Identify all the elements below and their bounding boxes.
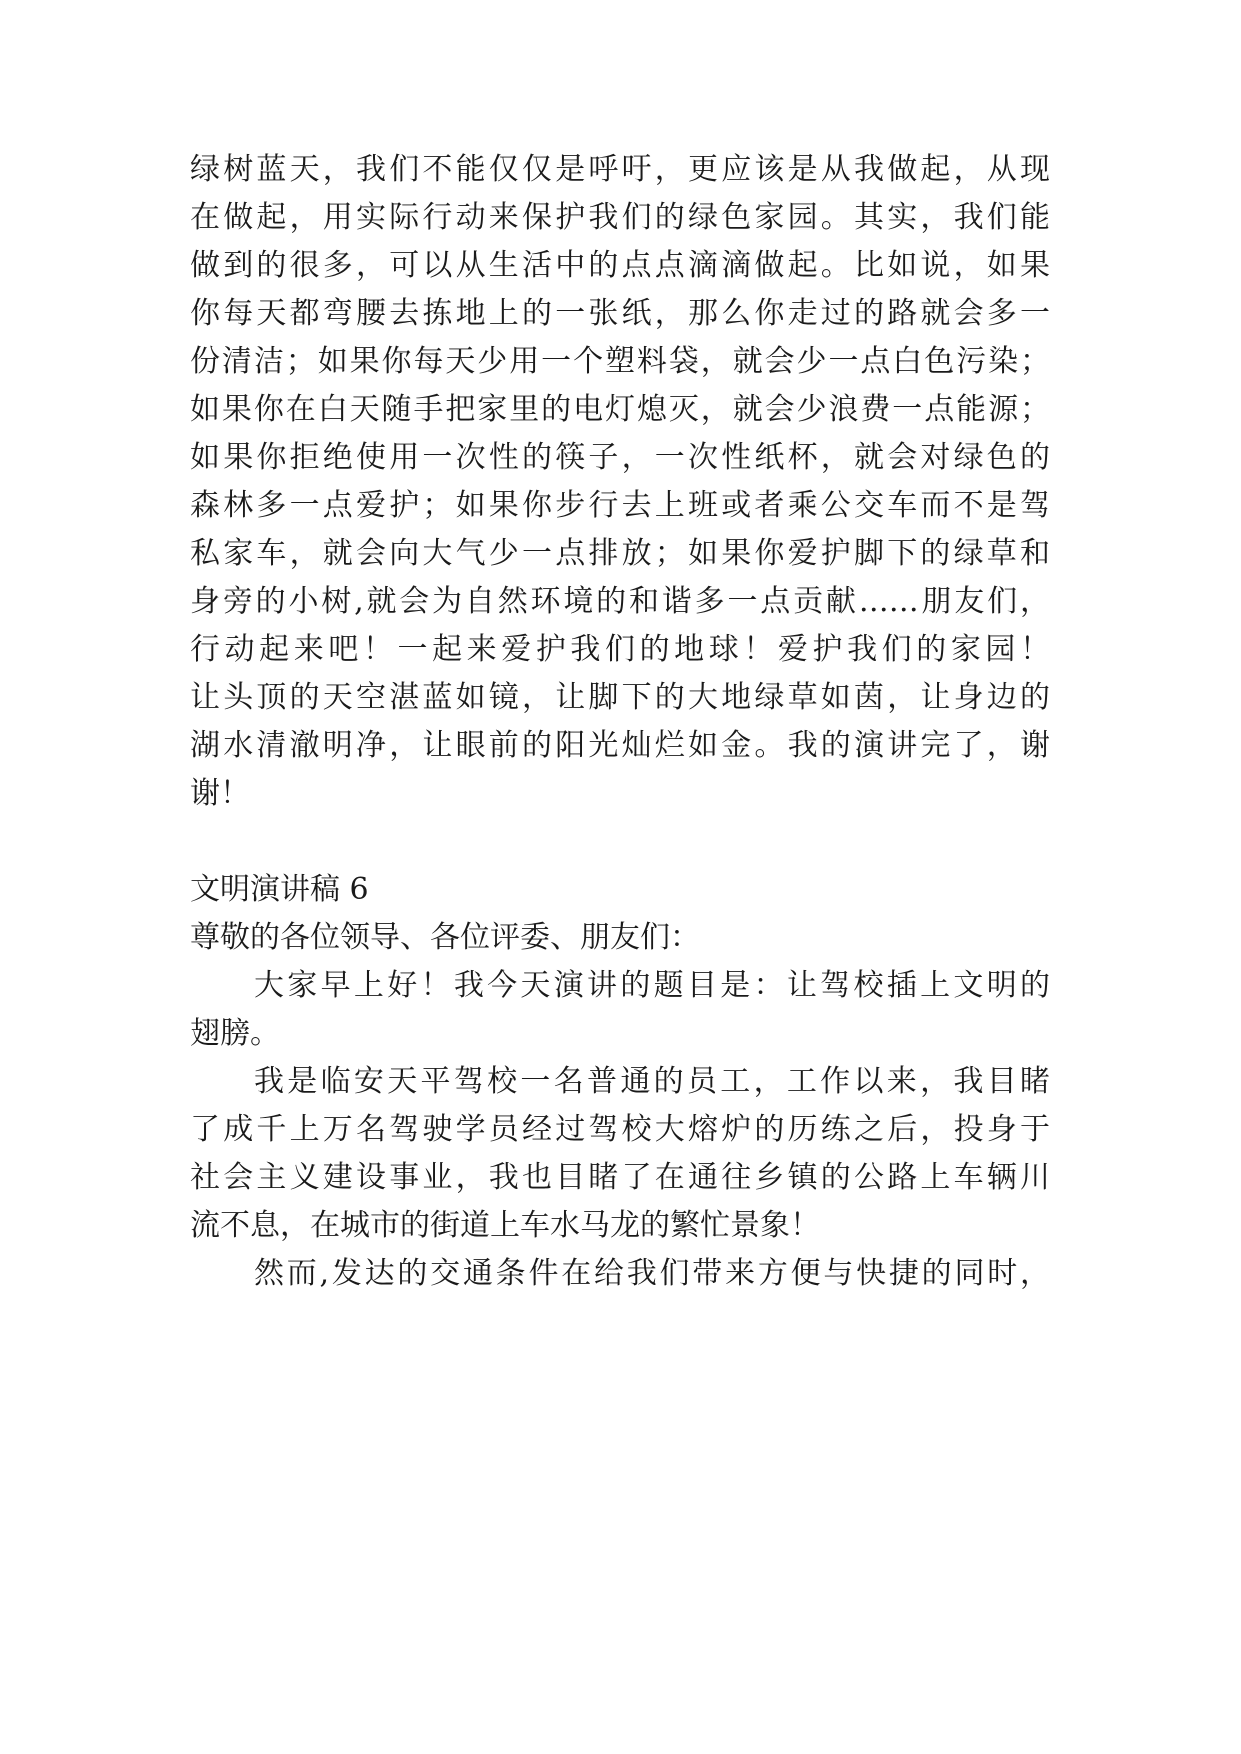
paragraph-line: 让头顶的天空湛蓝如镜，让脚下的大地绿草如茵，让身边的 xyxy=(190,680,1050,715)
paragraph-line: 身旁的小树,就会为自然环境的和谐多一点贡献……朋友们， xyxy=(190,584,1050,619)
paragraph-line: 然而,发达的交通条件在给我们带来方便与快捷的同时， xyxy=(254,1256,1050,1291)
paragraph-line: 份清洁；如果你每天少用一个塑料袋，就会少一点白色污染； xyxy=(190,344,1050,379)
paragraph-line: 如果你拒绝使用一次性的筷子，一次性纸杯，就会对绿色的 xyxy=(190,440,1050,475)
section-title: 文明演讲稿 6 xyxy=(190,872,369,907)
paragraph-line: 如果你在白天随手把家里的电灯熄灭，就会少浪费一点能源； xyxy=(190,392,1050,427)
paragraph-line: 在做起，用实际行动来保护我们的绿色家园。其实，我们能 xyxy=(190,200,1050,235)
paragraph-line: 谢！ xyxy=(190,776,250,811)
paragraph-line: 行动起来吧！一起来爱护我们的地球！爱护我们的家园！ xyxy=(190,632,1050,667)
paragraph-line: 社会主义建设事业，我也目睹了在通往乡镇的公路上车辆川 xyxy=(190,1160,1050,1195)
salutation: 尊敬的各位领导、各位评委、朋友们： xyxy=(190,920,700,955)
paragraph-line: 大家早上好！我今天演讲的题目是：让驾校插上文明的 xyxy=(254,968,1050,1003)
paragraph-line: 了成千上万名驾驶学员经过驾校大熔炉的历练之后，投身于 xyxy=(190,1112,1050,1147)
paragraph-line: 森林多一点爱护；如果你步行去上班或者乘公交车而不是驾 xyxy=(190,488,1050,523)
paragraph-line: 翅膀。 xyxy=(190,1016,280,1051)
paragraph-line: 流不息，在城市的街道上车水马龙的繁忙景象！ xyxy=(190,1208,820,1243)
paragraph-line: 绿树蓝天，我们不能仅仅是呼吁，更应该是从我做起，从现 xyxy=(190,152,1050,187)
paragraph-line: 我是临安天平驾校一名普通的员工，工作以来，我目睹 xyxy=(254,1064,1050,1099)
paragraph-line: 私家车，就会向大气少一点排放；如果你爱护脚下的绿草和 xyxy=(190,536,1050,571)
paragraph-line: 湖水清澈明净，让眼前的阳光灿烂如金。我的演讲完了，谢 xyxy=(190,728,1050,763)
paragraph-line: 你每天都弯腰去拣地上的一张纸，那么你走过的路就会多一 xyxy=(190,296,1050,331)
paragraph-line: 做到的很多，可以从生活中的点点滴滴做起。比如说，如果 xyxy=(190,248,1050,283)
